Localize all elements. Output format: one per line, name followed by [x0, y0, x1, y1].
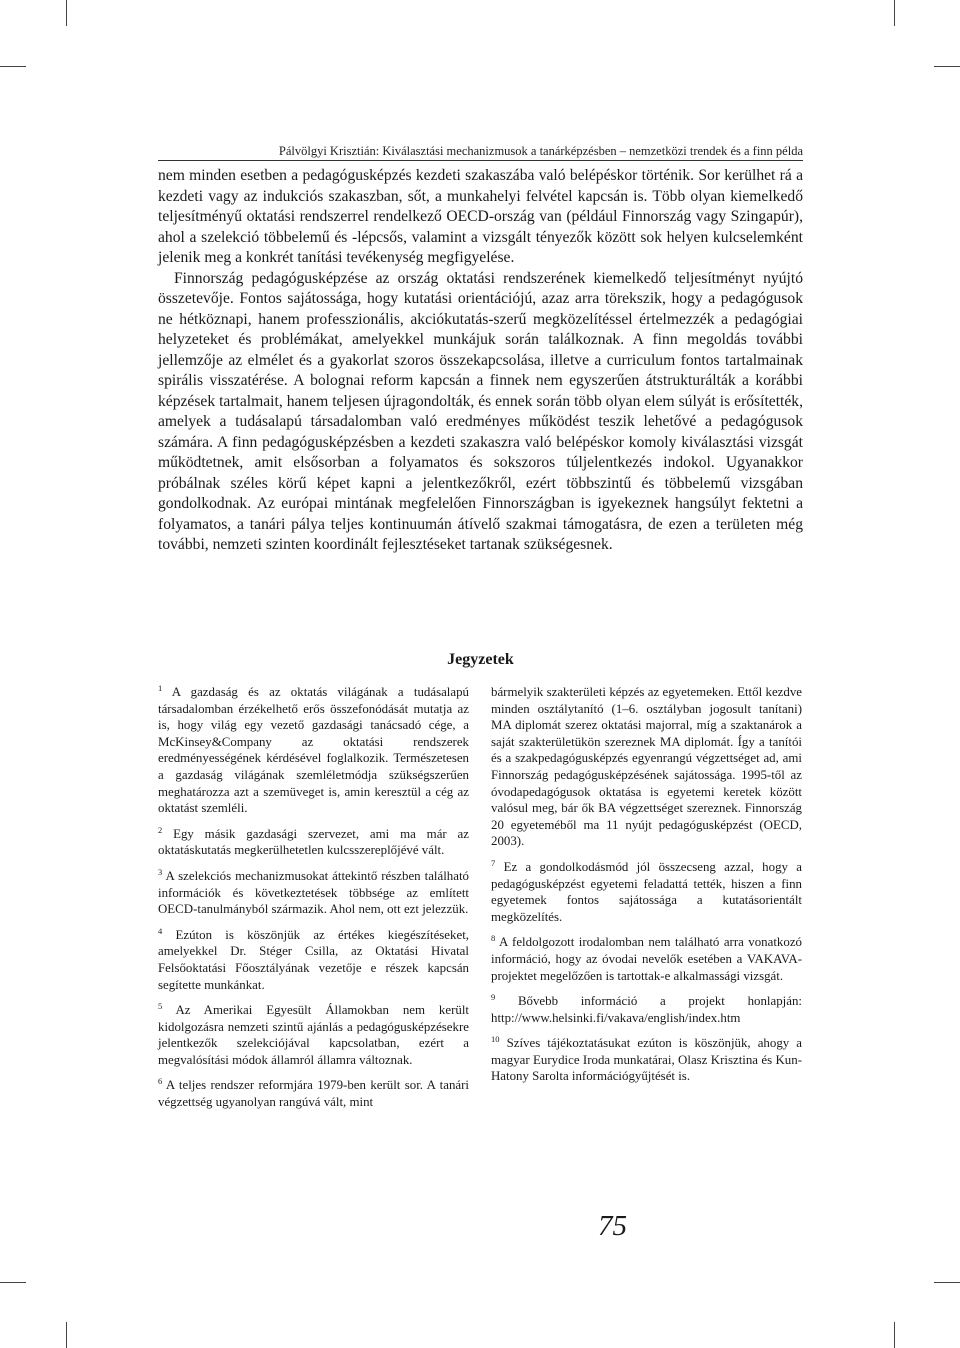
footnote-number: 5: [158, 1001, 163, 1012]
notes-column-left: [158, 684, 469, 1120]
page-number: 75: [598, 1210, 627, 1242]
footnote-3: [158, 868, 469, 918]
footnote-1: [158, 684, 469, 817]
body-text: [158, 166, 803, 556]
crop-mark: [934, 66, 960, 67]
footnote-text: A gazdaság és az oktatás világának a tudásalapú társadalomban érzékelhető erős összefonódását mutatja az is, hogy világ egy vezető gazdasági tanácsadó cége, a McKinsey&Company az oktatási rendszerek eredményességének kérdésével foglalkozik. Természetesen a gazdaság világának szemléletmódja szükségszerűen meghatározza azt a szemüveget is, amin keresztül a cég az oktatást szemléli.: [158, 685, 470, 816]
crop-mark: [66, 0, 67, 26]
footnote-6: [158, 1077, 469, 1110]
footnote-number: 9: [491, 992, 496, 1003]
header-rule: [158, 160, 803, 161]
footnote-6-continuation: bármelyik szakterületi képzés az egyetemeken. Ettől kezdve minden osztálytanító (1–6. osztályban jogosult tanítani) MA diplomát szerez oktatási majorral, míg a szaktanárok a saját szakterületükön szereznek MA diplomát. Így a tanítói és a szakpedagógusképzés egyenrangú végzettséget ad, ami Finnország pedagógusképzésének sajátossága. 1995-től az óvodapedagógusok oktatása is egyetemi keretek között valósul meg, bár ők BA végzettséget szereznek. Finnország 20 egyeteméből ma 11 nyújt pedagógusképzést (OECD, 2003).: [491, 685, 802, 849]
footnote-text: Ezúton is köszönjük az értékes kiegészítéseket, amelyekkel Dr. Stéger Csilla, az Oktatási Hivatal Felsőoktatási Főosztályának vezetője e részek kapcsán segítette munkánkat.: [158, 927, 469, 992]
footnote-text: Bővebb információ a projekt honlapján: http://www.helsinki.fi/vakava/english/index.htm: [491, 994, 802, 1025]
body-paragraph: Finnország pedagógusképzése az ország oktatási rendszerének kiemelkedő teljesítményt nyújtó összetevője. Fontos sajátossága, hogy kutatási orientációjú, azaz arra törekszik, hogy a pedagógusok ne hétköznapi, hanem professzionális, akciókutatás-szerű megközelítéssel értelmezzék a pedagógiai helyzeteket és problémákat, amelyekkel munkájuk során találkoznak. A finn megoldás további jellemzője az elmélet és a gyakorlat szoros összekapcsolása, illetve a curriculum fontos tartalmainak spirális visszatérése. A bolognai reform kapcsán a finnek nem egyszerűen átstrukturálták a korábbi képzések tartalmait, hanem teljesen újragondolták, és ennek során több olyan elem súlyát is erősítették, amelyek a tudásalapú társadalomban való eredményes működést teszik lehetővé a pedagógusok számára. A finn pedagógusképzésben a kezdeti szakaszra való belépéskor komoly kiválasztási vizsgát működtetnek, amit elsősorban a folyamatos és sokszoros túljelentkezés indokol. Ugyanakkor próbálnak széles körű képet kapni a jelentkezőkről, ezért többszintű és többelemű vizsgában gondolkodnak. Az európai mintának megfelelően Finnországban is igyekeznek hangsúlyt fektetni a folyamatos, a tanári pálya teljes kontinuumán átívelő szakmai támogatásra, de ezen a területen még további, nemzeti szinten koordinált fejlesztéseket tartanak szükségesnek.: [158, 269, 803, 553]
crop-mark: [934, 1282, 960, 1283]
footnote-number: 4: [158, 925, 163, 936]
footnote-2: [158, 826, 469, 859]
crop-mark: [894, 0, 895, 26]
notes-title: Jegyzetek: [447, 651, 514, 668]
footnote-number: 7: [491, 857, 496, 868]
footnote-number: 1: [158, 683, 163, 693]
body-paragraph: nem minden esetben a pedagógusképzés kezdeti szakaszába való belépéskor történik. Sor kerülhet rá a kezdeti vagy az indukciós szakaszban, sőt, a munkahelyi felvétel kapcsán is. Több olyan kiemelkedő teljesítményű oktatási rendszerrel rendelkező OECD-ország van (például Finnország vagy Szingapúr), ahol a szelekció többelemű és -lépcsős, valamint a vizsgált tényezők között sok helyen kulcselemként jelenik meg a konkrét tanítási tevékenység megfigyelése.: [158, 167, 803, 266]
footnote-number: 10: [491, 1034, 500, 1045]
notes-column-right: [491, 684, 802, 1094]
crop-mark: [0, 66, 26, 67]
footnote-number: 8: [491, 933, 496, 944]
crop-mark: [894, 1322, 895, 1348]
footnote-number: 3: [158, 866, 163, 877]
footnote-number: 2: [158, 824, 163, 835]
running-head: Pálvölgyi Krisztián: Kiválasztási mechanizmusok a tanárképzésben – nemzetközi trendek és a finn példa: [278, 144, 803, 158]
footnote-8: [491, 934, 802, 984]
footnote-text: Ez a gondolkodásmód jól összecseng azzal, hogy a pedagógusképzést egyetemi feladattá tették, hiszen a finn egyetemek fontos sajátossága a kutatásorientált megközelítés.: [491, 859, 802, 924]
footnote-text: A szelekciós mechanizmusokat áttekintő részben található információk és következtetések többsége az említett OECD-tanulmányból származik. Ahol nem, ott ezt jelezzük.: [158, 868, 470, 917]
crop-mark: [66, 1322, 67, 1348]
footnote-9: [491, 993, 802, 1026]
footnote-10: [491, 1035, 802, 1085]
footnote-text: Szíves tájékoztatásukat ezúton is köszönjük, ahogy a magyar Eurydice Iroda munkatárai, Olasz Krisztina és Kun-Hatony Sarolta információgyűjtését is.: [491, 1036, 802, 1084]
footnote-5: [158, 1002, 469, 1068]
footnote-text: A feldolgozott irodalomban nem található arra vonatkozó információ, hogy az óvodai nevelők esetében a VAKAVA-projektet megelőzően is tartottak-e alkalmassági vizsgát.: [491, 935, 802, 983]
footnote-text: Egy másik gazdasági szervezet, ami ma már az oktatáskutatás megkerülhetetlen kulcsszereplőjévé vált.: [158, 826, 469, 858]
footnote-number: 6: [158, 1076, 163, 1087]
footnote-7: [491, 859, 802, 925]
footnote-text: A teljes rendszer reformjára 1979-ben került sor. A tanári végzettség ugyanolyan rangúvá vált, mint: [158, 1078, 469, 1110]
footnote-4: [158, 927, 469, 993]
crop-mark: [0, 1282, 26, 1283]
footnote-text: Az Amerikai Egyesült Államokban nem került kidolgozásra nemzeti szintű ajánlás a pedagógusképzésekre jelentkezők szelekciójával kapcsolatban, ezért a megvalósítási módok államról államra változnak.: [158, 1003, 469, 1067]
